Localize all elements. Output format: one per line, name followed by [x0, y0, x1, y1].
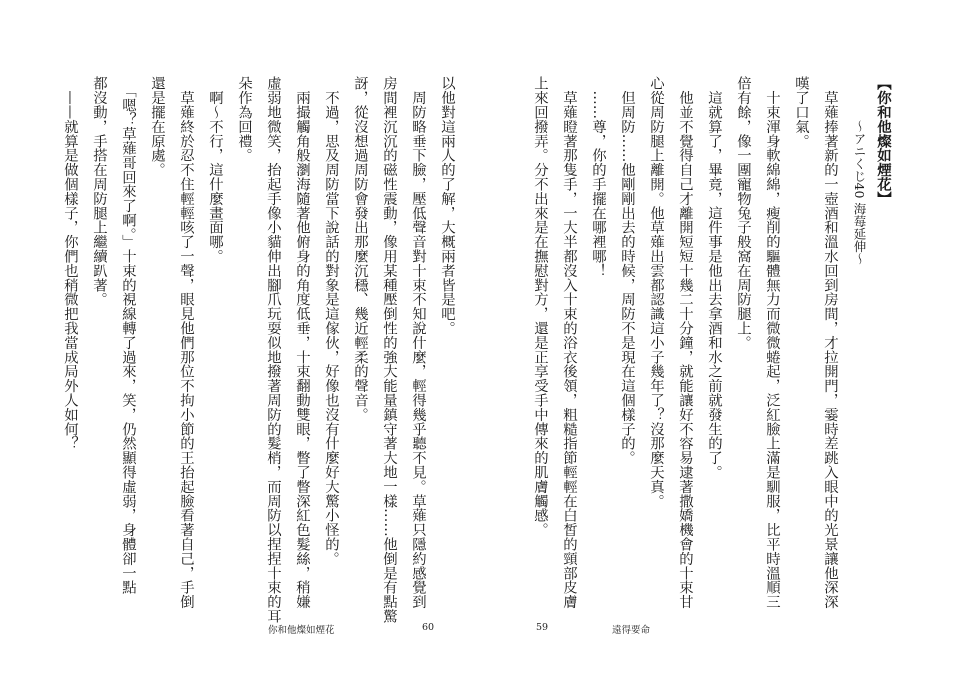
text-column: 十束渾身軟綿綿，瘦削的驅體無力而微微蜷起，泛紅臉上滿是馴服，比平時溫順三 [764, 76, 780, 609]
text-column: 以他對這兩人的了解，大概兩者皆是吧。 [439, 76, 455, 336]
text-column: 但周防……他剛剛出去的時候，周防不是現在這個樣子的。 [619, 76, 635, 465]
story-title: 【你和他燦如煙花】 [875, 76, 892, 206]
running-title: 你和他燦如煙花 [268, 625, 335, 636]
text-column: ……尊，你的手擺在哪裡哪！ [590, 76, 606, 278]
text-column: 周防略垂下臉，壓低聲音對十束不知說什麼，輕得幾乎聽不見。草薙只隱約感覺到 [410, 76, 426, 609]
text-column: 訝，從沒想過周防會發出那麼沉穩、幾近輕柔的聲音。 [352, 76, 368, 422]
right-page [484, 0, 968, 688]
text-column: 草薙捧著新的一壺酒和溫水回到房間，才拉開門，霎時差跳入眼中的光景讓他深深 [822, 76, 838, 609]
text-column: 草薙終於忍不住輕輕咳了一聲，眼見他們那位不拘小節的王抬起臉看著自己，手倒 [178, 76, 194, 609]
text-column: 嘆了口氣。 [793, 76, 809, 148]
text-column: 虛弱地微笑，抬起手像小貓伸出腳爪玩耍似地撥著周防的髮梢，而周防以捏捏十束的耳 [265, 76, 281, 624]
text-column: 不過，思及周防當下說話的對象是這傢伙，好像也沒有什麼好大驚小怪的。 [323, 76, 339, 566]
text-column: 他並不覺得自己才離開短短十幾二十分鐘，就能讓好不容易逮著撒嬌機會的十束甘 [677, 76, 693, 609]
page-number: 59 [536, 622, 549, 633]
text-column: ——就算是做個樣子，你們也稍微把我當成局外人如何？ [62, 76, 78, 451]
text-column: 房間裡沉沉的磁性震動，像用某種壓倒性的強大能量鎮守著大地一樣……他倒是有點驚 [381, 76, 397, 624]
text-column: 啊～不行，這什麼畫面哪。 [207, 76, 223, 264]
page-number: 60 [422, 622, 435, 633]
text-column: 這就算了，畢竟，這件事是他出去拿酒和水之前就發生的了。 [706, 76, 722, 480]
text-column: 上來回撥弄。分不出來是在撫慰對方，還是正享受手中傳來的肌膚觸感。 [532, 76, 548, 537]
text-column: 朵作為回禮。 [236, 76, 252, 163]
text-column: 都沒動，手搭在周防腿上繼續趴著。 [91, 76, 107, 307]
text-column: 草薙瞪著那隻手，一大半都沒入十束的浴衣後領，粗糙指節輕輕在白皙的頸部皮膚 [561, 76, 577, 609]
text-column: 心從周防腿上離開。他草薙出雲都認識這小子幾年了？沒那麼天真。 [648, 76, 664, 508]
text-column: 兩撮觸角般瀏海隨著他俯身的角度低垂，十束翻動雙眼，瞥了瞥深紅色髮絲，稍嫌 [294, 76, 310, 609]
text-column: 還是擺在原處。 [149, 76, 165, 177]
running-title: 遠得要命 [612, 625, 651, 636]
text-column: 「嗯？草薙哥回來了啊。」十束的視線轉了過來，笑，仍然顯得虛弱，身體卻一點 [120, 76, 136, 595]
text-column: 倍有餘，像一團寵物兔子般窩在周防腿上。 [735, 76, 751, 350]
story-subtitle: ～アニくじ40 海莓延伸～ [852, 120, 867, 265]
